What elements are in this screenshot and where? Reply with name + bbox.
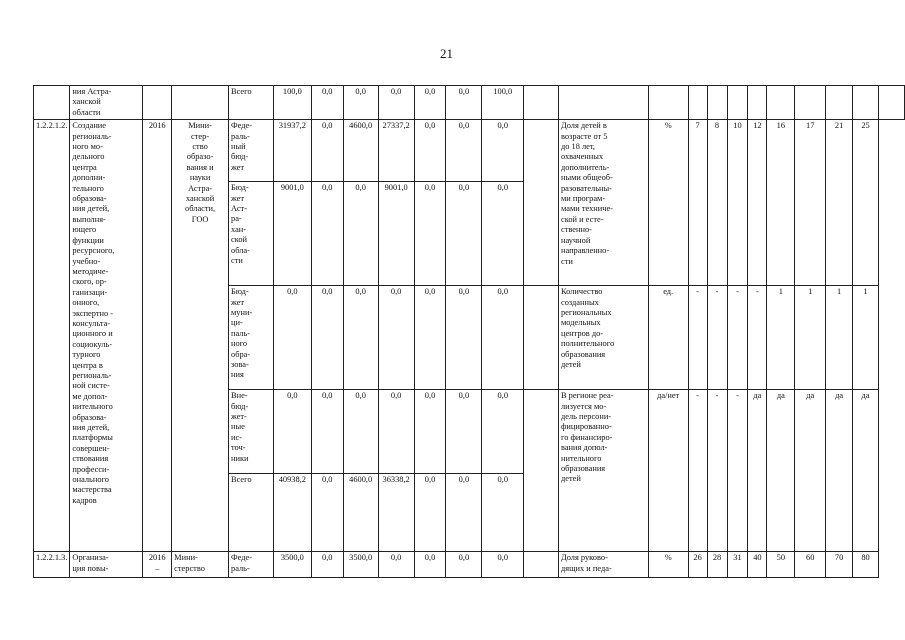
cell: да <box>826 390 853 552</box>
cell: 0,0 <box>446 120 482 182</box>
cell: 0,0 <box>311 286 343 390</box>
cell: 0,0 <box>273 286 311 390</box>
cell: 0,0 <box>414 120 446 182</box>
cell: 40 <box>748 552 767 578</box>
funding-source: Всего <box>229 86 274 120</box>
cell: 70 <box>826 552 853 578</box>
cell: 0,0 <box>343 182 378 286</box>
cell: 0,0 <box>446 182 482 286</box>
table-row <box>34 86 905 120</box>
cell: 0,0 <box>311 182 343 286</box>
cell: 0,0 <box>482 552 524 578</box>
cell: 4600,0 <box>343 120 378 182</box>
funding-source: Феде- раль- ный бюд- жет <box>229 120 274 182</box>
item-year: 2016 <box>143 120 172 552</box>
cell: 0,0 <box>446 474 482 552</box>
funding-source: Бюд- жет муни- ци- паль- ного обра- зова- ния <box>229 286 274 390</box>
indicator-unit: да/нет <box>648 390 688 552</box>
indicator-name: В регионе реа- лизуется мо- дель персони- фицированно- го финансиро- вания допол- нительного образования детей <box>558 390 648 552</box>
cell: 1 <box>795 286 826 390</box>
cell: 0,0 <box>311 120 343 182</box>
cell: 0,0 <box>311 86 343 120</box>
cell: 0,0 <box>414 474 446 552</box>
cell: 0,0 <box>446 390 482 474</box>
cell: 27337,2 <box>378 120 414 182</box>
cell: 0,0 <box>378 286 414 390</box>
funding-source: Бюд- жет Аст- ра- хан- ской обла- сти <box>229 182 274 286</box>
cell: 17 <box>795 120 826 286</box>
item-year: 2016 – <box>143 552 172 578</box>
cell: 0,0 <box>311 390 343 474</box>
cell: да <box>767 390 795 552</box>
cell: 16 <box>767 120 795 286</box>
cell: 80 <box>853 552 879 578</box>
cell: 0,0 <box>273 390 311 474</box>
cell: 0,0 <box>446 286 482 390</box>
cell: 26 <box>688 552 707 578</box>
cell: 4600,0 <box>343 474 378 552</box>
funding-source: Всего <box>229 474 274 552</box>
cell: да <box>795 390 826 552</box>
cell: - <box>688 390 707 552</box>
cell: 0,0 <box>378 552 414 578</box>
indicator-unit: % <box>648 552 688 578</box>
cell: - <box>727 286 748 390</box>
indicator-unit: % <box>648 120 688 286</box>
cell: 36338,2 <box>378 474 414 552</box>
cell: 0,0 <box>414 390 446 474</box>
cell: 8 <box>707 120 727 286</box>
cell: 0,0 <box>378 86 414 120</box>
cell: 0,0 <box>343 286 378 390</box>
cell: 3500,0 <box>343 552 378 578</box>
table-row <box>34 120 905 182</box>
page-number: 21 <box>440 46 453 61</box>
table-row <box>34 552 905 578</box>
cell: 0,0 <box>482 390 524 474</box>
cell: 31937,2 <box>273 120 311 182</box>
cell: 0,0 <box>414 182 446 286</box>
cell: 0,0 <box>414 86 446 120</box>
funding-source: Вне- бюд- жет- ные ис- точ- ники <box>229 390 274 474</box>
cell: - <box>707 286 727 390</box>
cell: 1 <box>767 286 795 390</box>
cell: 60 <box>795 552 826 578</box>
cell: 12 <box>748 120 767 286</box>
cell: - <box>727 390 748 552</box>
cell: 28 <box>707 552 727 578</box>
cell: 9001,0 <box>378 182 414 286</box>
indicator-name: Доля руково- дящих и педа- <box>558 552 648 578</box>
program-table <box>33 85 905 578</box>
cell: 100,0 <box>273 86 311 120</box>
indicator-name: Количество созданных региональных модельных центров до- полнительного образования детей <box>558 286 648 390</box>
cell: 9001,0 <box>273 182 311 286</box>
cell: 0,0 <box>446 552 482 578</box>
cell: 0,0 <box>311 552 343 578</box>
cell: 0,0 <box>482 286 524 390</box>
cell: 0,0 <box>414 286 446 390</box>
cell: 0,0 <box>378 390 414 474</box>
item-executor: Мини- стерство <box>172 552 229 578</box>
cell: 0,0 <box>414 552 446 578</box>
cell: 1 <box>826 286 853 390</box>
cell: 50 <box>767 552 795 578</box>
cell: 1 <box>853 286 879 390</box>
cell: 0,0 <box>446 86 482 120</box>
cell: 0,0 <box>482 182 524 286</box>
cell: - <box>748 286 767 390</box>
cell: 0,0 <box>482 474 524 552</box>
cell: 7 <box>688 120 707 286</box>
cell: да <box>748 390 767 552</box>
cell: да <box>853 390 879 552</box>
cell: 0,0 <box>482 120 524 182</box>
item-code: 1.2.2.1.2. <box>34 120 70 552</box>
cell: - <box>707 390 727 552</box>
cell: 25 <box>853 120 879 286</box>
funding-source: Феде- раль- <box>229 552 274 578</box>
cell: 0,0 <box>343 390 378 474</box>
cell: 0,0 <box>311 474 343 552</box>
cell: 0,0 <box>343 86 378 120</box>
cell: 40938,2 <box>273 474 311 552</box>
cell: 10 <box>727 120 748 286</box>
cell: - <box>688 286 707 390</box>
cell: 21 <box>826 120 853 286</box>
cell: 100,0 <box>482 86 524 120</box>
item-name: Создание региональ- ного мо- дельного центра дополни- тельного образова- ния детей, выполня- ющего функции ресурсного, учебно- методиче- ского, ор- ганизаци- онного, экспертно - консульта- ционного и социокуль- турного центра в региональ- ной систе- ме допол- нительного образова- ния детей, платформы совершен- ствования професси- онального мастерства кадров <box>70 120 143 552</box>
cell: 3500,0 <box>273 552 311 578</box>
item-name: ния Астра- ханской области <box>70 86 143 120</box>
indicator-unit: ед. <box>648 286 688 390</box>
item-code: 1.2.2.1.3. <box>34 552 70 578</box>
item-executor: Мини- стер- ство образо- вания и науки Астра- ханской области, ГОО <box>172 120 229 552</box>
indicator-name: Доля детей в возрасте от 5 до 18 лет, охваченных дополнитель- ными общеоб- разовательны- ми програм- мами техниче- ской и есте- ственно- научной направленно- сти <box>558 120 648 286</box>
item-name: Организа- ция повы- <box>70 552 143 578</box>
cell: 31 <box>727 552 748 578</box>
